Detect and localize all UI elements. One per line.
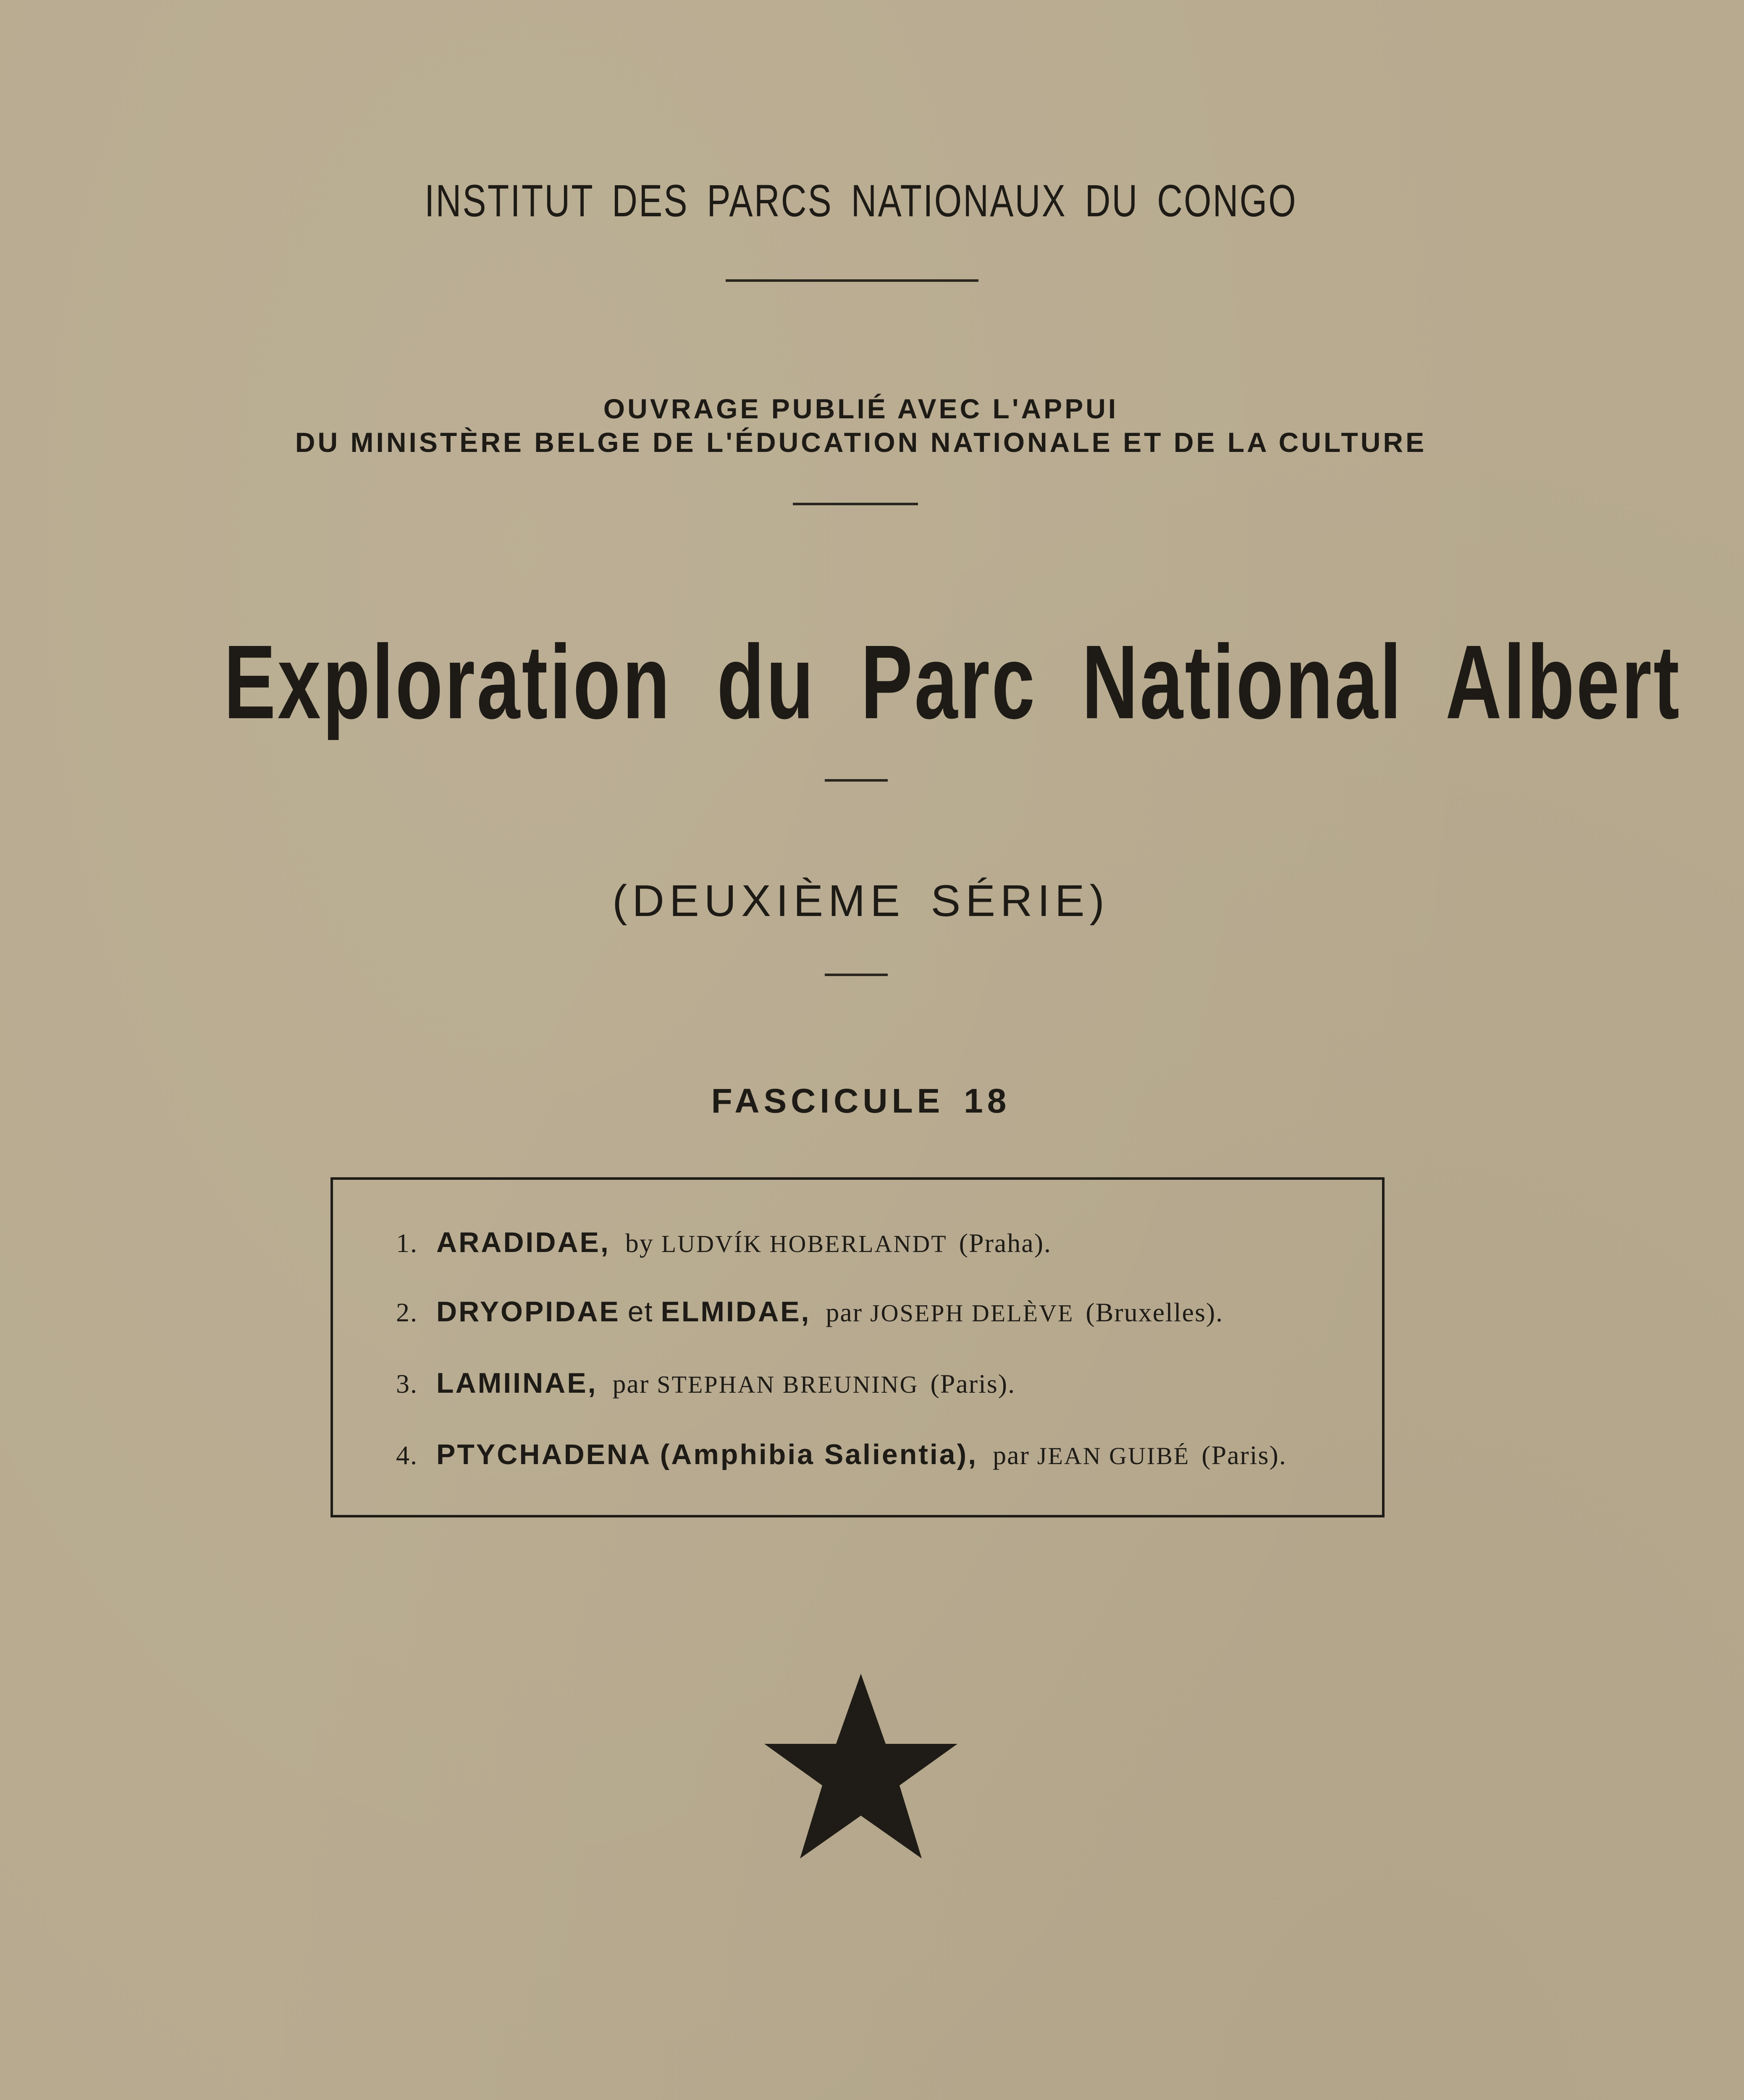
entry-by: par: [612, 1369, 650, 1399]
rule-under-series: [825, 974, 888, 976]
support-line-2: DU MINISTÈRE BELGE DE L'ÉDUCATION NATIONALE ET DE LA CULTURE: [295, 427, 1427, 458]
fascicule-label: FASCICULE 18: [711, 1082, 1011, 1120]
entry-author: STEPHAN BREUNING: [657, 1371, 919, 1398]
rule-under-institute: [726, 279, 978, 282]
entry-city: (Bruxelles).: [1086, 1297, 1224, 1327]
series-label: (DEUXIÈME SÉRIE): [612, 876, 1109, 926]
entry-by: par: [993, 1440, 1030, 1470]
star-shape: [764, 1674, 957, 1858]
entry-taxon: DRYOPIDAE: [436, 1296, 620, 1328]
entry-number: 1.: [396, 1228, 418, 1258]
entry-conjunction: et: [627, 1296, 653, 1328]
support-line-1: OUVRAGE PUBLIÉ AVEC L'APPUI: [603, 393, 1119, 424]
contents-entry: [396, 1438, 1287, 1471]
contents-box: [330, 1177, 1385, 1517]
entry-taxon-2: ELMIDAE,: [661, 1296, 811, 1328]
contents-entry: [396, 1367, 1015, 1399]
entry-city: (Paris).: [930, 1369, 1016, 1399]
main-title: Exploration du Parc National Albert: [224, 623, 1681, 740]
entry-city: (Paris).: [1201, 1440, 1287, 1470]
entry-author: JEAN GUIBÉ: [1037, 1442, 1190, 1470]
entry-taxon: ARADIDAE,: [436, 1226, 610, 1258]
entry-taxon: PTYCHADENA (Amphibia Salientia),: [436, 1438, 978, 1470]
institute-name: INSTITUT DES PARCS NATIONAUX DU CONGO: [424, 175, 1298, 226]
entry-by: par: [826, 1297, 863, 1327]
entry-number: 3.: [396, 1369, 418, 1399]
star-icon: [752, 1674, 970, 1863]
entry-city: (Praha).: [959, 1228, 1052, 1258]
entry-taxon: LAMIINAE,: [436, 1367, 598, 1399]
entry-number: 2.: [396, 1297, 418, 1327]
entry-number: 4.: [396, 1440, 418, 1470]
contents-entry: [396, 1295, 1223, 1328]
entry-by: by: [625, 1228, 654, 1258]
contents-entry: [396, 1226, 1052, 1259]
rule-under-title: [825, 779, 888, 782]
entry-author: LUDVÍK HOBERLANDT: [661, 1230, 947, 1257]
entry-author: JOSEPH DELÈVE: [870, 1299, 1074, 1327]
rule-under-support: [793, 503, 918, 505]
